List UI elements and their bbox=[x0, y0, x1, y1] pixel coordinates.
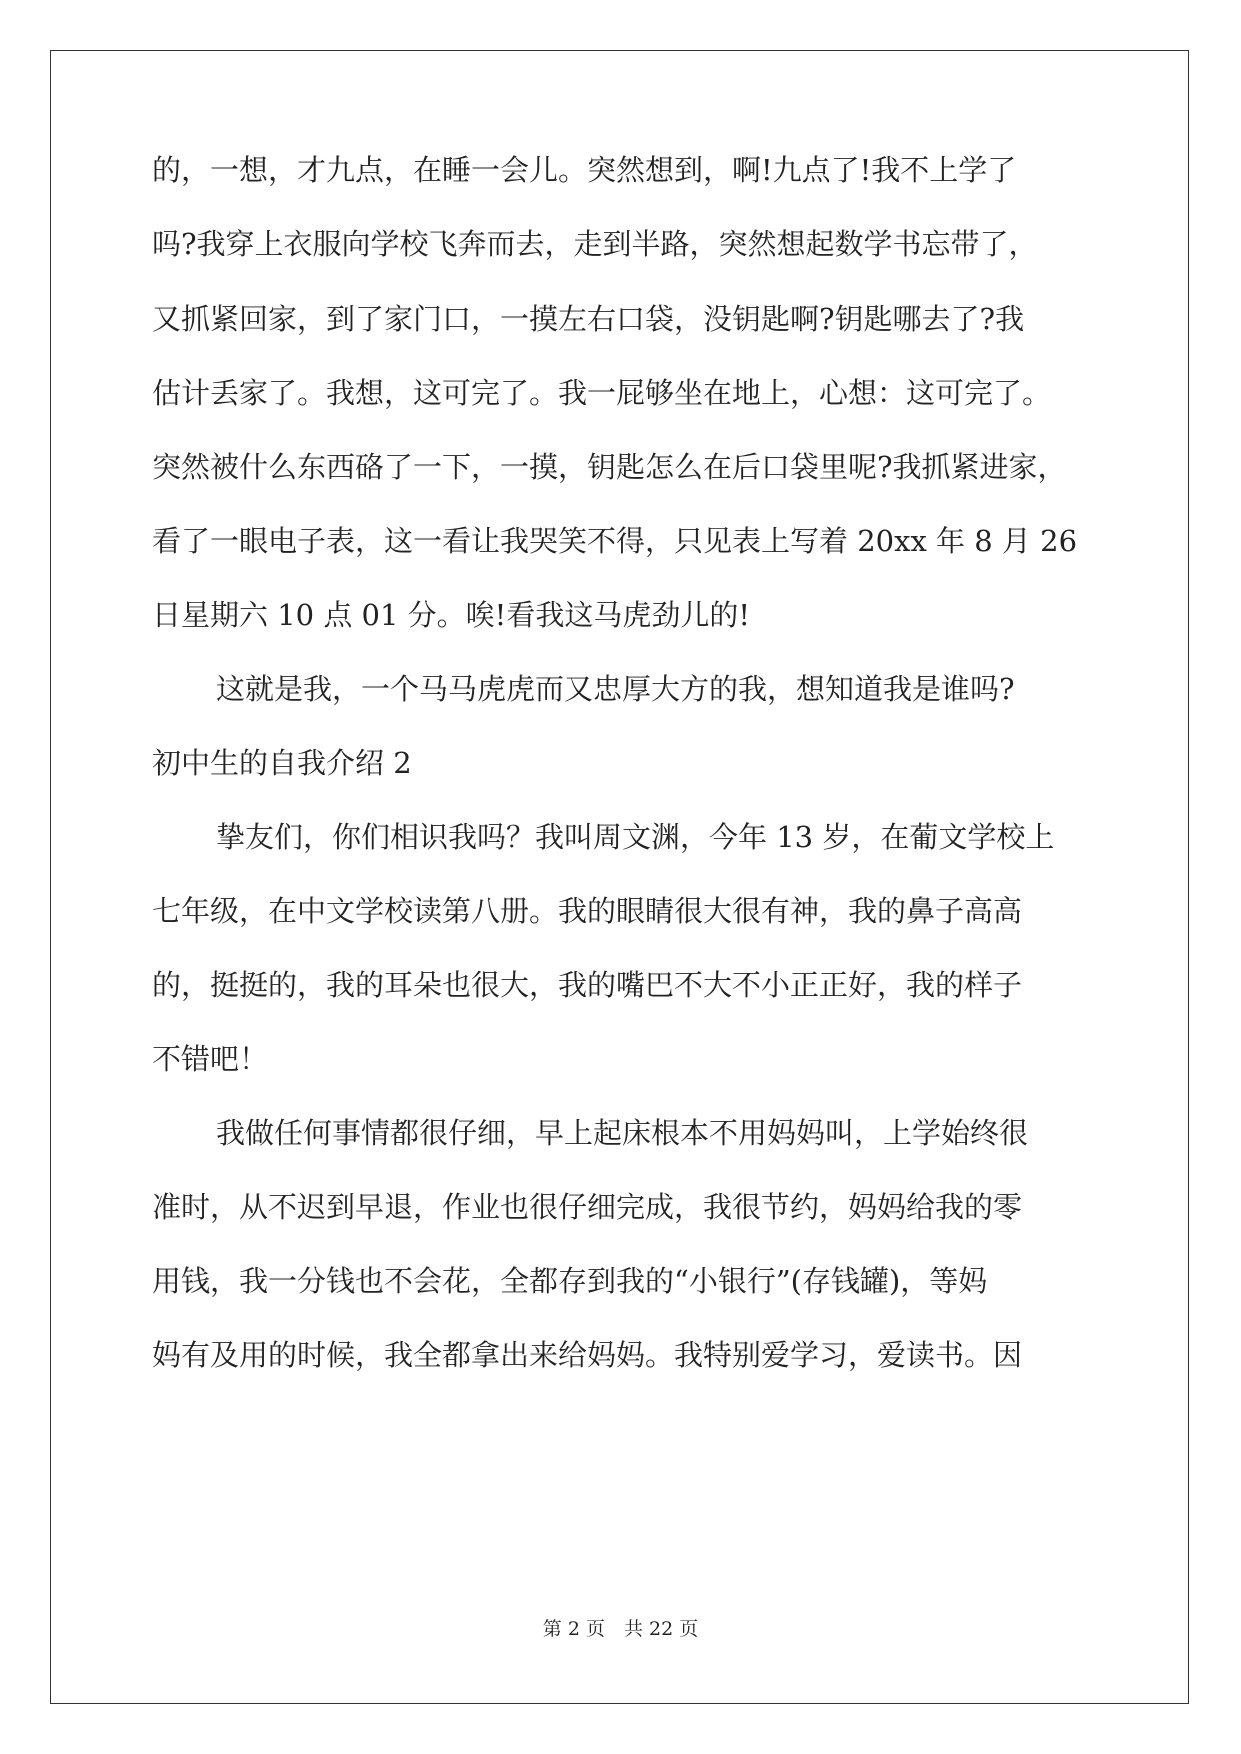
text-line: 不错吧！ bbox=[152, 1042, 269, 1076]
section-heading: 初中生的自我介绍 2 bbox=[152, 746, 412, 780]
text-line: 我做任何事情都很仔细，早上起床根本不用妈妈叫，上学始终很 bbox=[216, 1116, 1029, 1150]
page-number: 第 2 页 共 22 页 bbox=[542, 1618, 699, 1640]
page-border bbox=[50, 50, 1189, 1704]
text-line: 用钱，我一分钱也不会花，全都存到我的“小银行”(存钱罐)，等妈 bbox=[152, 1264, 988, 1298]
text-line: 又抓紧回家，到了家门口，一摸左右口袋，没钥匙啊?钥匙哪去了?我 bbox=[152, 302, 1025, 336]
text-line: 的，挺挺的，我的耳朵也很大，我的嘴巴不大不小正正好，我的样子 bbox=[152, 968, 1023, 1002]
text-line: 妈有及用的时候，我全都拿出来给妈妈。我特别爱学习，爱读书。因 bbox=[152, 1338, 1023, 1372]
text-line: 突然被什么东西硌了一下，一摸，钥匙怎么在后口袋里呢?我抓紧进家， bbox=[152, 450, 1067, 484]
text-line: 看了一眼电子表，这一看让我哭笑不得，只见表上写着 20xx 年 8 月 26 bbox=[152, 524, 1078, 558]
text-line: 的，一想，才九点，在睡一会儿。突然想到，啊!九点了!我不上学了 bbox=[152, 153, 1017, 187]
text-line: 这就是我，一个马马虎虎而又忠厚大方的我，想知道我是谁吗? bbox=[216, 672, 1015, 706]
text-line: 估计丢家了。我想，这可完了。我一屁够坐在地上，心想：这可完了。 bbox=[152, 376, 1052, 410]
text-line: 准时，从不迟到早退，作业也很仔细完成，我很节约，妈妈给我的零 bbox=[152, 1190, 1023, 1224]
text-line: 日星期六 10 点 01 分。唉!看我这马虎劲儿的! bbox=[152, 598, 750, 632]
text-line: 七年级，在中文学校读第八册。我的眼睛很大很有神，我的鼻子高高 bbox=[152, 894, 1023, 928]
text-line: 挚友们，你们相识我吗？我叫周文渊，今年 13 岁，在葡文学校上 bbox=[216, 820, 1055, 854]
text-line: 吗?我穿上衣服向学校飞奔而去，走到半路，突然想起数学书忘带了， bbox=[152, 227, 1038, 261]
